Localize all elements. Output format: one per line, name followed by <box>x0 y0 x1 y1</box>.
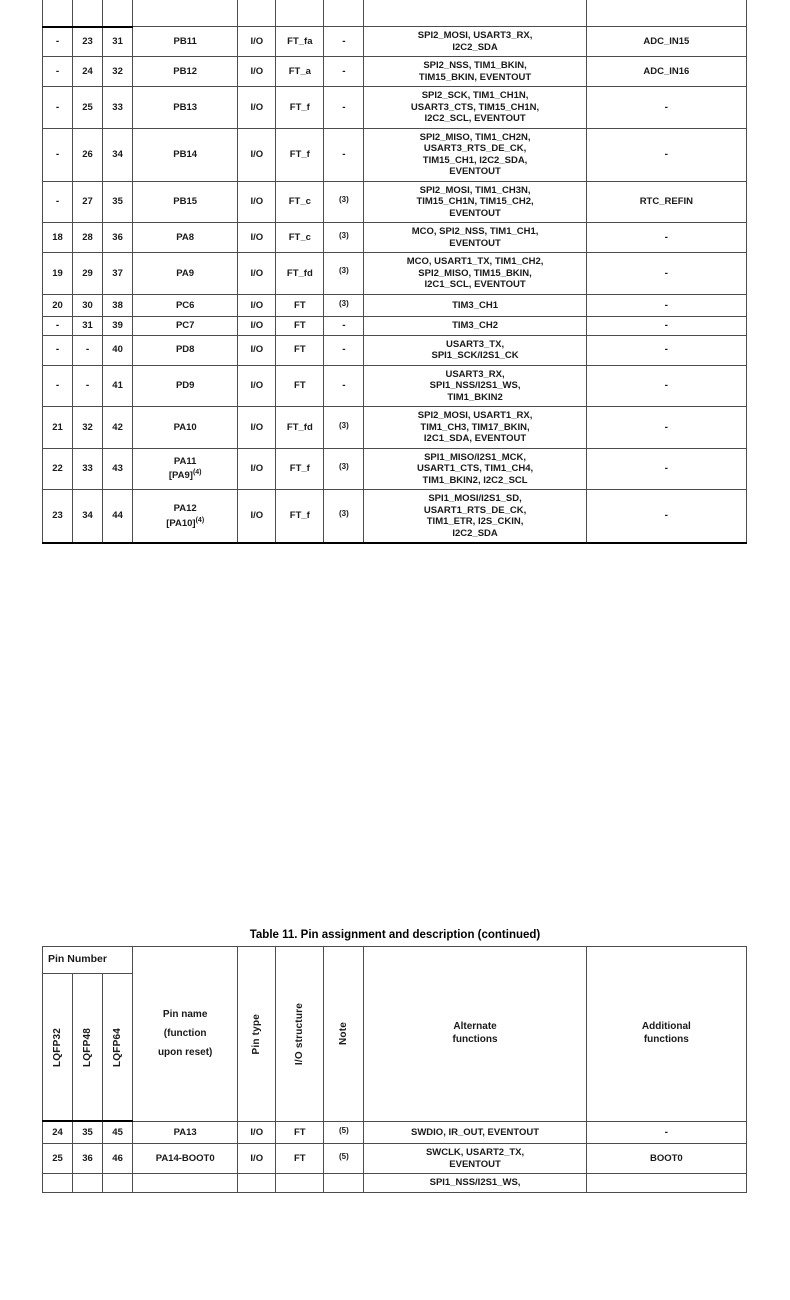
cell-lqfp64: 46 <box>103 1144 133 1174</box>
cell-additional-functions: - <box>586 407 746 449</box>
lqfp48-header-2 <box>73 974 103 1122</box>
cell-additional-functions: - <box>586 317 746 336</box>
cell-alternate-functions: SPI2_SCK, TIM1_CH1N, USART3_CTS, TIM15_CH1N, I2C2_SCL, EVENTOUT <box>364 87 586 129</box>
cell-lqfp48: 32 <box>73 407 103 449</box>
table-row <box>43 87 747 129</box>
table-row <box>43 1144 747 1174</box>
cell-io-structure: FT_f <box>276 128 324 181</box>
pin-name-header-2 <box>133 947 238 1122</box>
cell-lqfp32: - <box>43 365 73 407</box>
cell-lqfp48: - <box>73 365 103 407</box>
lqfp48-label-2: LQFP48 <box>81 1027 93 1067</box>
cell-pin-type: I/O <box>238 181 276 223</box>
cell-additional-functions: ADC_IN15 <box>586 27 746 57</box>
cell-lqfp64: 38 <box>103 294 133 317</box>
cell-lqfp32: 21 <box>43 407 73 449</box>
table-row <box>43 253 747 295</box>
cell-additional-functions: - <box>586 335 746 365</box>
cell-alternate-functions: SPI2_MOSI, TIM1_CH3N, TIM15_CH1N, TIM15_CH2, EVENTOUT <box>364 181 586 223</box>
cell-lqfp48: 33 <box>73 448 103 490</box>
cell-io-structure: FT_f <box>276 87 324 129</box>
pin-number-group-header-2 <box>43 947 133 974</box>
cell-pin-name: PD9 <box>133 365 238 407</box>
cell-note: (3) <box>324 181 364 223</box>
table-row <box>43 181 747 223</box>
cell-lqfp32: 19 <box>43 253 73 295</box>
cell-pin-name: PA10 <box>133 407 238 449</box>
cell-lqfp64: 37 <box>103 253 133 295</box>
pin-type-header-2 <box>238 947 276 1122</box>
pin-type-header <box>238 0 276 27</box>
cell-lqfp64: 41 <box>103 365 133 407</box>
cell-lqfp48: 29 <box>73 253 103 295</box>
cell-lqfp32: 25 <box>43 1144 73 1174</box>
cell-io-structure: FT_c <box>276 181 324 223</box>
cell-lqfp32 <box>43 1174 73 1193</box>
table-row <box>43 448 747 490</box>
lqfp64-header-2 <box>103 974 133 1122</box>
pin-name-line1-2: Pin name <box>162 1009 208 1021</box>
cell-pin-name: PA9 <box>133 253 238 295</box>
cell-additional-functions: - <box>586 223 746 253</box>
cell-additional-functions: - <box>586 448 746 490</box>
cell-pin-name: PA11 $[PA9]^{(4)}$ <box>133 448 238 490</box>
cell-lqfp48: 26 <box>73 128 103 181</box>
pin-number-group-label-2: Pin Number <box>48 953 107 966</box>
cell-note: (3) <box>324 407 364 449</box>
cell-alternate-functions: MCO, USART1_TX, TIM1_CH2, SPI2_MISO, TIM15_BKIN, I2C1_SCL, EVENTOUT <box>364 253 586 295</box>
cell-additional-functions: - <box>586 490 746 544</box>
cell-note: (3) <box>324 223 364 253</box>
cell-additional-functions: BOOT0 <box>586 1144 746 1174</box>
cell-note: - <box>324 335 364 365</box>
cell-lqfp32: 23 <box>43 490 73 544</box>
cell-additional-functions: RTC_REFIN <box>586 181 746 223</box>
io-structure-header-2 <box>276 947 324 1122</box>
cell-alternate-functions: USART3_TX, SPI1_SCK/I2S1_CK <box>364 335 586 365</box>
cell-pin-type: I/O <box>238 365 276 407</box>
cell-lqfp48: - <box>73 335 103 365</box>
cell-io-structure: FT <box>276 294 324 317</box>
pin-type-label-2: Pin type <box>251 1013 262 1054</box>
cell-additional-functions: - <box>586 128 746 181</box>
cell-additional-functions: - <box>586 87 746 129</box>
cell-pin-name: PB12 <box>133 57 238 87</box>
additional-functions-line2-2: functions <box>643 1033 689 1045</box>
cell-pin-type <box>238 1174 276 1193</box>
cell-alternate-functions: SPI2_MISO, TIM1_CH2N, USART3_RTS_DE_CK, TIM15_CH1, I2C2_SDA, EVENTOUT <box>364 128 586 181</box>
cell-lqfp48: 23 <box>73 27 103 57</box>
table-row <box>43 490 747 544</box>
cell-additional-functions: - <box>586 365 746 407</box>
cell-pin-type: I/O <box>238 128 276 181</box>
cell-pin-type: I/O <box>238 335 276 365</box>
cell-note <box>324 1174 364 1193</box>
cell-pin-name: PA13 <box>133 1121 238 1144</box>
cell-note: (5) <box>324 1144 364 1174</box>
pin-table-bottom-body <box>43 1121 747 1192</box>
pin-table-top <box>42 0 747 544</box>
alternate-functions-line1-2: Alternate <box>453 1021 497 1033</box>
cell-lqfp32: - <box>43 87 73 129</box>
table-row <box>43 294 747 317</box>
io-structure-label-2: I/O structure <box>294 1002 306 1065</box>
cell-lqfp64: 36 <box>103 223 133 253</box>
lqfp32-label-2: LQFP32 <box>51 1027 63 1067</box>
cell-io-structure: FT_fa <box>276 27 324 57</box>
cell-io-structure: FT <box>276 1121 324 1144</box>
cell-alternate-functions: SPI2_MOSI, USART3_RX, I2C2_SDA <box>364 27 586 57</box>
table-row <box>43 223 747 253</box>
lqfp64-label-2: LQFP64 <box>111 1027 123 1067</box>
cell-note: (3) <box>324 490 364 544</box>
io-structure-header <box>276 0 324 27</box>
page-bottom-clip <box>0 1240 790 1300</box>
lqfp48-header <box>73 0 103 27</box>
cell-lqfp48: 25 <box>73 87 103 129</box>
cell-pin-type: I/O <box>238 448 276 490</box>
cell-lqfp64 <box>103 1174 133 1193</box>
cell-pin-type: I/O <box>238 57 276 87</box>
table-row <box>43 1174 747 1193</box>
pin-name-line2-2: (function <box>163 1028 207 1040</box>
cell-io-structure: FT_f <box>276 448 324 490</box>
cell-alternate-functions: USART3_RX, SPI1_NSS/I2S1_WS, TIM1_BKIN2 <box>364 365 586 407</box>
cell-alternate-functions: SPI1_MISO/I2S1_MCK, USART1_CTS, TIM1_CH4, TIM1_BKIN2, I2C2_SCL <box>364 448 586 490</box>
cell-note: - <box>324 57 364 87</box>
table-row <box>43 57 747 87</box>
cell-pin-name: PA12 $[PA10]^{(4)}$ <box>133 490 238 544</box>
cell-alternate-functions: SPI1_NSS/I2S1_WS, <box>364 1174 586 1193</box>
cell-note: (3) <box>324 294 364 317</box>
cell-alternate-functions: SWCLK, USART2_TX, EVENTOUT <box>364 1144 586 1174</box>
cell-lqfp32: 20 <box>43 294 73 317</box>
alternate-functions-header-2 <box>364 947 586 1122</box>
pin-table-bottom <box>42 946 747 1193</box>
cell-lqfp32: - <box>43 317 73 336</box>
pin-table-top-body <box>43 27 747 544</box>
cell-lqfp32: 24 <box>43 1121 73 1144</box>
cell-note: (5) <box>324 1121 364 1144</box>
cell-io-structure: FT_c <box>276 223 324 253</box>
cell-lqfp64: 39 <box>103 317 133 336</box>
cell-alternate-functions: SPI1_MOSI/I2S1_SD, USART1_RTS_DE_CK, TIM1_ETR, I2S_CKIN, I2C2_SDA <box>364 490 586 544</box>
cell-pin-type: I/O <box>238 87 276 129</box>
cell-additional-functions <box>586 1174 746 1193</box>
additional-functions-line1-2: Additional <box>641 1021 691 1033</box>
cell-io-structure: FT_a <box>276 57 324 87</box>
table-row <box>43 128 747 181</box>
note-label-2: Note <box>338 1022 350 1046</box>
note-header <box>324 0 364 27</box>
alternate-functions-header <box>364 0 586 27</box>
cell-pin-name: PC6 <box>133 294 238 317</box>
cell-lqfp32: - <box>43 57 73 87</box>
cell-additional-functions: - <box>586 294 746 317</box>
cell-note: - <box>324 317 364 336</box>
cell-lqfp64: 31 <box>103 27 133 57</box>
pin-assignment-table-bottom <box>42 946 748 1193</box>
cell-pin-name: PC7 <box>133 317 238 336</box>
cell-lqfp32: 22 <box>43 448 73 490</box>
cell-pin-type: I/O <box>238 1144 276 1174</box>
cell-lqfp64: 34 <box>103 128 133 181</box>
cell-lqfp64: 33 <box>103 87 133 129</box>
cell-lqfp64: 42 <box>103 407 133 449</box>
cell-pin-name: PB13 <box>133 87 238 129</box>
cell-pin-name: PB15 <box>133 181 238 223</box>
cell-lqfp32: - <box>43 181 73 223</box>
cell-io-structure: FT_fd <box>276 407 324 449</box>
cell-note: (3) <box>324 448 364 490</box>
cell-lqfp64: 43 <box>103 448 133 490</box>
cell-lqfp48: 24 <box>73 57 103 87</box>
table-row <box>43 317 747 336</box>
pin-number-group-row-2 <box>43 947 747 974</box>
cell-lqfp64: 32 <box>103 57 133 87</box>
cell-pin-name: PD8 <box>133 335 238 365</box>
cell-additional-functions: - <box>586 253 746 295</box>
cell-io-structure: FT <box>276 1144 324 1174</box>
lqfp32-header-2 <box>43 974 73 1122</box>
cell-lqfp64: 35 <box>103 181 133 223</box>
cell-alternate-functions: MCO, SPI2_NSS, TIM1_CH1, EVENTOUT <box>364 223 586 253</box>
additional-functions-header <box>586 0 746 27</box>
alternate-functions-line2-2: functions <box>452 1033 498 1045</box>
cell-alternate-functions: TIM3_CH2 <box>364 317 586 336</box>
cell-io-structure <box>276 1174 324 1193</box>
cell-lqfp48: 30 <box>73 294 103 317</box>
cell-io-structure: FT <box>276 317 324 336</box>
lqfp32-header <box>43 0 73 27</box>
cell-pin-name: PA14-BOOT0 <box>133 1144 238 1174</box>
cell-pin-name: PB11 <box>133 27 238 57</box>
cell-lqfp48: 35 <box>73 1121 103 1144</box>
cell-pin-type: I/O <box>238 490 276 544</box>
cell-lqfp32: - <box>43 128 73 181</box>
cell-note: - <box>324 128 364 181</box>
cell-pin-type: I/O <box>238 317 276 336</box>
cell-note: - <box>324 365 364 407</box>
cell-additional-functions: ADC_IN16 <box>586 57 746 87</box>
cell-pin-type: I/O <box>238 253 276 295</box>
cell-lqfp64: 45 <box>103 1121 133 1144</box>
cell-pin-type: I/O <box>238 223 276 253</box>
cell-pin-name <box>133 1174 238 1193</box>
cell-lqfp32: 18 <box>43 223 73 253</box>
cell-lqfp64: 44 <box>103 490 133 544</box>
table-row <box>43 27 747 57</box>
cell-lqfp64: 40 <box>103 335 133 365</box>
cell-io-structure: FT <box>276 365 324 407</box>
cell-lqfp48: 28 <box>73 223 103 253</box>
cell-note: - <box>324 87 364 129</box>
cell-lqfp48 <box>73 1174 103 1193</box>
cell-lqfp48: 34 <box>73 490 103 544</box>
cell-alternate-functions: SPI2_NSS, TIM1_BKIN, TIM15_BKIN, EVENTOUT <box>364 57 586 87</box>
cell-pin-type: I/O <box>238 1121 276 1144</box>
pin-name-line3-2: upon reset) <box>157 1047 213 1059</box>
cell-pin-name: PA8 <box>133 223 238 253</box>
cell-pin-type: I/O <box>238 407 276 449</box>
pin-name-header <box>133 0 238 27</box>
cell-lqfp32: - <box>43 27 73 57</box>
additional-functions-header-2 <box>586 947 746 1122</box>
cell-pin-type: I/O <box>238 294 276 317</box>
cell-lqfp48: 31 <box>73 317 103 336</box>
table-caption-11: Table 11. Pin assignment and description (continued) <box>249 929 541 941</box>
pin-assignment-table-top <box>42 0 748 544</box>
cell-additional-functions: - <box>586 1121 746 1144</box>
table-row <box>43 365 747 407</box>
cell-alternate-functions: TIM3_CH1 <box>364 294 586 317</box>
table-row <box>43 407 747 449</box>
table-row <box>43 1121 747 1144</box>
note-header-2 <box>324 947 364 1122</box>
cell-note: (3) <box>324 253 364 295</box>
cell-io-structure: FT <box>276 335 324 365</box>
cell-pin-name: PB14 <box>133 128 238 181</box>
lqfp64-header <box>103 0 133 27</box>
cell-note: - <box>324 27 364 57</box>
table-row <box>43 335 747 365</box>
cell-io-structure: FT_f <box>276 490 324 544</box>
cell-lqfp48: 27 <box>73 181 103 223</box>
cell-alternate-functions: SWDIO, IR_OUT, EVENTOUT <box>364 1121 586 1144</box>
cell-pin-type: I/O <box>238 27 276 57</box>
cell-io-structure: FT_fd <box>276 253 324 295</box>
cell-lqfp48: 36 <box>73 1144 103 1174</box>
cell-alternate-functions: SPI2_MOSI, USART1_RX, TIM1_CH3, TIM17_BKIN, I2C1_SDA, EVENTOUT <box>364 407 586 449</box>
cell-lqfp32: - <box>43 335 73 365</box>
